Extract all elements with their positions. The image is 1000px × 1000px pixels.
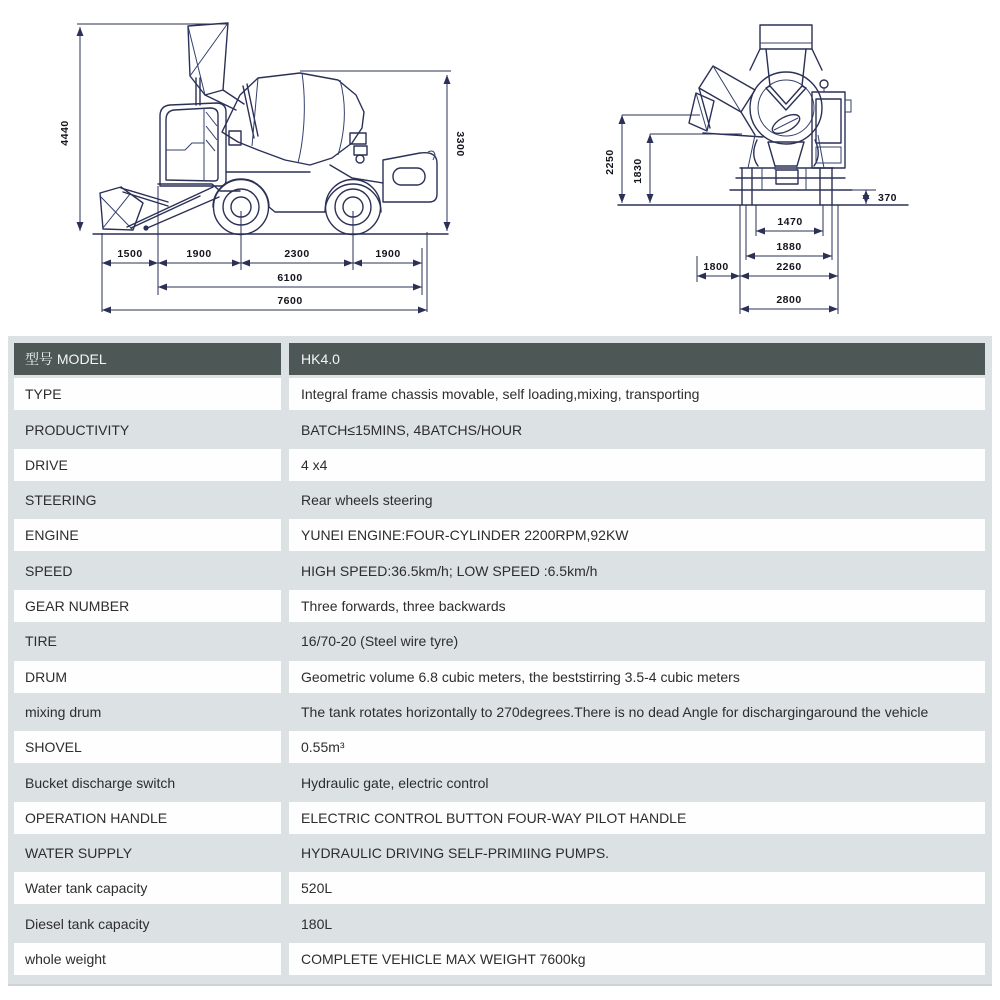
dimension-ground-step: 370 (878, 192, 898, 204)
spec-value: ELECTRIC CONTROL BUTTON FOUR-WAY PILOT HANDLE (289, 802, 985, 834)
spec-label: DRUM (14, 661, 281, 693)
spec-label: STEERING (25, 492, 97, 509)
dimension-front-axle: 1900 (186, 248, 212, 260)
spec-label: Bucket discharge switch (25, 774, 176, 791)
spec-value: Integral frame chassis movable, self loading,mixing, transporting (289, 378, 985, 410)
table-header-row (14, 343, 985, 375)
table-row (14, 837, 985, 869)
rear-view-drawing (604, 25, 908, 314)
table-row (14, 661, 985, 693)
support-frame (730, 135, 852, 205)
spec-label: GEAR NUMBER (14, 590, 281, 622)
drum-rear (750, 72, 822, 144)
table-row (14, 590, 985, 622)
spec-value: YUNEI ENGINE:FOUR-CYLINDER 2200RPM,92KW (289, 519, 985, 551)
model-header-value: HK4.0 (289, 343, 985, 375)
spec-value: 16/70-20 (Steel wire tyre) (301, 633, 459, 650)
spec-label: TIRE (25, 633, 57, 650)
spec-label: TYPE (14, 378, 281, 410)
table-row (14, 555, 985, 587)
table-row (14, 414, 985, 446)
spec-label: ENGINE (14, 519, 281, 551)
table-row (14, 872, 985, 904)
spec-label: whole weight (14, 943, 281, 975)
table-row (14, 802, 985, 834)
dimension-frame-length: 6100 (277, 272, 303, 284)
spec-value: Hydraulic gate, electric control (301, 774, 489, 791)
table-row (14, 696, 985, 728)
spec-value: BATCH≤15MINS, 4BATCHS/HOUR (301, 421, 523, 438)
cab (160, 103, 226, 186)
dimension-left-offset: 1800 (703, 261, 729, 273)
spec-label: DRIVE (14, 449, 281, 481)
spec-label: OPERATION HANDLE (14, 802, 281, 834)
dimension-body-height: 3300 (454, 131, 466, 157)
spec-label: Diesel tank capacity (25, 915, 150, 932)
dimension-overall-length: 7600 (277, 295, 303, 307)
spec-label: Water tank capacity (14, 872, 281, 904)
loading-hopper (188, 23, 258, 145)
spec-value: Geometric volume 6.8 cubic meters, the beststirring 3.5-4 cubic meters (289, 661, 985, 693)
spec-label: WATER SUPPLY (25, 845, 133, 862)
dimension-body-width: 2260 (776, 261, 802, 273)
table-row (14, 943, 985, 975)
table-row (14, 449, 985, 481)
dimension-rear-axle: 1900 (375, 248, 401, 260)
hopper-top (760, 25, 812, 49)
table-row (14, 767, 985, 799)
table-row (14, 908, 985, 940)
spec-value: Rear wheels steering (301, 492, 433, 509)
spec-value: 520L (289, 872, 985, 904)
dimension-wheelbase: 2300 (284, 248, 310, 260)
rear-fender (383, 151, 437, 202)
dimension-overall-height: 4440 (59, 120, 71, 146)
table-row (14, 484, 985, 516)
spec-value: HIGH SPEED:36.5km/h; LOW SPEED :6.5km/h (301, 562, 598, 579)
spec-table (8, 336, 992, 986)
technical-drawing (0, 0, 1000, 336)
spec-value: 0.55m³ (289, 731, 985, 763)
spec-table-body (14, 343, 985, 975)
table-row (14, 625, 985, 657)
table-row (14, 378, 985, 410)
chassis (158, 165, 383, 212)
spec-value: 4 x4 (289, 449, 985, 481)
spec-label: mixing drum (25, 703, 102, 720)
spec-value: Three forwards, three backwards (289, 590, 985, 622)
spec-value: The tank rotates horizontally to 270degrees.There is no dead Angle for dischargingaround the vehicle (301, 703, 929, 720)
spec-label: PRODUCTIVITY (25, 421, 130, 438)
spec-label: SPEED (25, 562, 73, 579)
dimension-inner-width: 1470 (777, 216, 803, 228)
dimension-overall-width: 2800 (776, 294, 802, 306)
spec-label: SHOVEL (14, 731, 281, 763)
spec-value: HYDRAULIC DRIVING SELF-PRIMIING PUMPS. (301, 845, 610, 862)
dimension-front-overhang: 1500 (117, 248, 143, 260)
spec-value: 180L (301, 915, 333, 932)
model-header-label: 型号 MODEL (14, 343, 281, 375)
dimension-track-width: 1880 (776, 241, 802, 253)
shovel-bucket (100, 187, 219, 231)
side-view-drawing (59, 23, 466, 312)
table-row (14, 731, 985, 763)
dimension-arm-height: 2250 (604, 149, 616, 175)
dimension-frame-height: 1830 (632, 158, 644, 184)
loading-arm (689, 66, 763, 137)
spec-value: COMPLETE VEHICLE MAX WEIGHT 7600kg (289, 943, 985, 975)
table-row (14, 519, 985, 551)
